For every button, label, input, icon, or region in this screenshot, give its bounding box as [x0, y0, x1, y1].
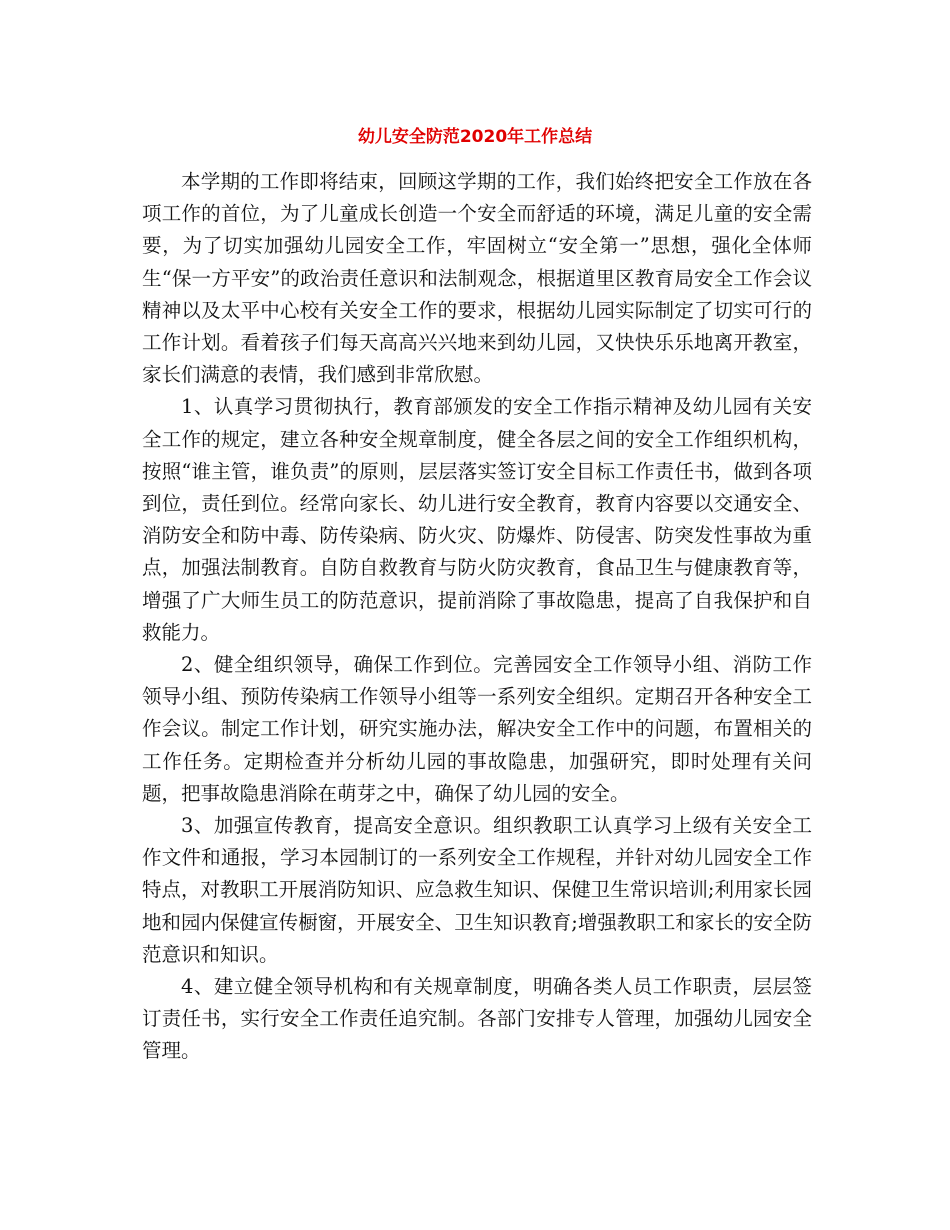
paragraph-item-3: 3、加强宣传教育，提高安全意识。组织教职工认真学习上级有关安全工作文件和通报，学习本园制订的一系列安全工作规程，并针对幼儿园安全工作特点，对教职工开展消防知识、应急救生知识、保健卫生常识培训;利用家长园地和园内保健宣传橱窗，开展安全、卫生知识教育;增强教职工和家长的安全防范意识和知识。: [142, 814, 812, 966]
paragraph-item-1: 1、认真学习贯彻执行，教育部颁发的安全工作指示精神及幼儿园有关安全工作的规定，建立各种安全规章制度，健全各层之间的安全工作组织机构，按照“谁主管，谁负责”的原则，层层落实签订安全目标工作责任书，做到各项到位，责任到位。经常向家长、幼儿进行安全教育，教育内容要以交通安全、消防安全和防中毒、防传染病、防火灾、防爆炸、防侵害、防突发性事故为重点，加强法制教育。自防自救教育与防火防灾教育，食品卫生与健康教育等，增强了广大师生员工的防范意识，提前消除了事故隐患，提高了自我保护和自救能力。: [142, 395, 812, 644]
paragraph-item-2: 2、健全组织领导，确保工作到位。完善园安全工作领导小组、消防工作领导小组、预防传染病工作领导小组等一系列安全组织。定期召开各种安全工作会议。制定工作计划，研究实施办法，解决安全工作中的问题，布置相关的工作任务。定期检查并分析幼儿园的事故隐患，加强研究，即时处理有关问题，把事故隐患消除在萌芽之中，确保了幼儿园的安全。: [142, 653, 812, 805]
paragraph-item-4: 4、建立健全领导机构和有关规章制度，明确各类人员工作职责，层层签订责任书，实行安全工作责任追究制。各部门安排专人管理，加强幼儿园安全管理。: [142, 975, 812, 1063]
paragraph-intro: 本学期的工作即将结束，回顾这学期的工作，我们始终把安全工作放在各项工作的首位，为了儿童成长创造一个安全而舒适的环境，满足儿童的安全需要，为了切实加强幼儿园安全工作，牢固树立“安全第一”思想，强化全体师生“保一方平安”的政治责任意识和法制观念，根据道里区教育局安全工作会议精神以及太平中心校有关安全工作的要求，根据幼儿园实际制定了切实可行的工作计划。看着孩子们每天高高兴兴地来到幼儿园，又快快乐乐地离开教室，家长们满意的表情，我们感到非常欣慰。: [142, 170, 812, 387]
document-body: [142, 166, 812, 1068]
document-title: 幼儿安全防范2020年工作总结: [357, 127, 593, 147]
